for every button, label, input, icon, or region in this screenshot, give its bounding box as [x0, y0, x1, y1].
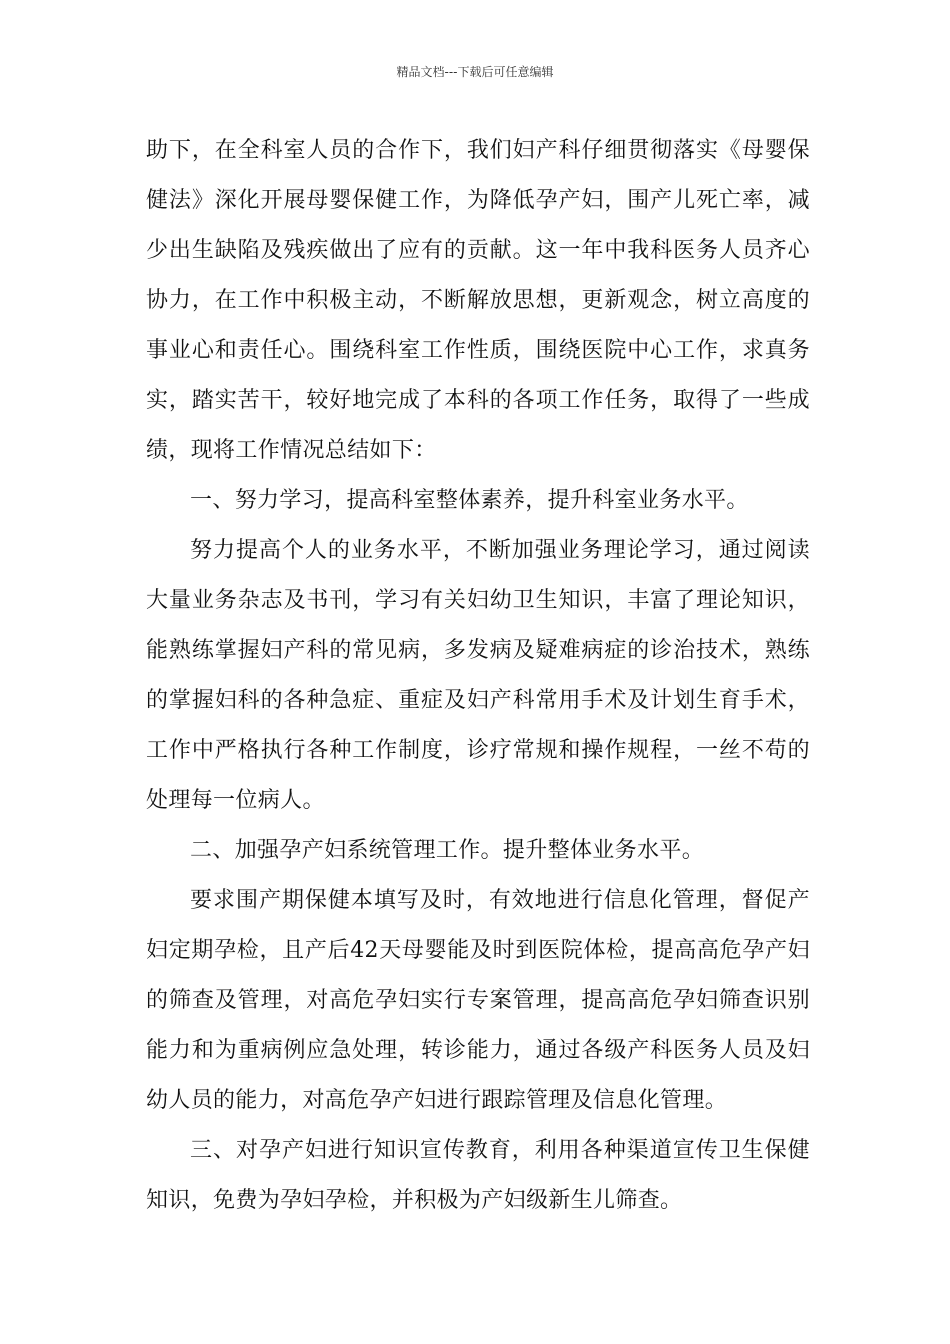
section-heading-2: 二、加强孕产妇系统管理工作。提升整体业务水平。	[190, 838, 705, 863]
page-header: 精品文档---下载后可任意编辑	[396, 65, 554, 79]
paragraph-section-2: 要求围产期保健本填写及时，有效地进行信息化管理，督促产妇定期孕检，且产后42天母婴能及时到医院体检，提高高危孕产妇的筛查及管理，对高危孕妇实行专案管理，提高高危孕妇筛查识别能力和为重病例应急处理，转诊能力，通过各级产科医务人员及妇幼人员的能力，对高危孕产妇进行跟踪管理及信息化管理。	[146, 888, 810, 1113]
section-heading-1: 一、努力学习，提高科室整体素养，提升科室业务水平。	[190, 488, 749, 513]
section-heading-3: 三、对孕产妇进行知识宣传教育，利用各种渠道宣传卫生保健知识，免费为孕妇孕检，并积极为产妇级新生儿筛查。	[146, 1138, 810, 1213]
document-body	[146, 126, 810, 1226]
paragraph-section-1: 努力提高个人的业务水平，不断加强业务理论学习，通过阅读大量业务杂志及书刊，学习有关妇幼卫生知识，丰富了理论知识，能熟练掌握妇产科的常见病，多发病及疑难病症的诊治技术，熟练的掌握妇科的各种急症、重症及妇产科常用手术及计划生育手术，工作中严格执行各种工作制度，诊疗常规和操作规程，一丝不苟的处理每一位病人。	[146, 538, 810, 813]
paragraph-intro: 助下，在全科室人员的合作下，我们妇产科仔细贯彻落实《母婴保健法》深化开展母婴保健工作，为降低孕产妇，围产儿死亡率，减少出生缺陷及残疾做出了应有的贡献。这一年中我科医务人员齐心协力，在工作中积极主动，不断解放思想，更新观念，树立高度的事业心和责任心。围绕科室工作性质，围绕医院中心工作，求真务实，踏实苦干，较好地完成了本科的各项工作任务，取得了一些成绩，现将工作情况总结如下：	[146, 138, 810, 463]
